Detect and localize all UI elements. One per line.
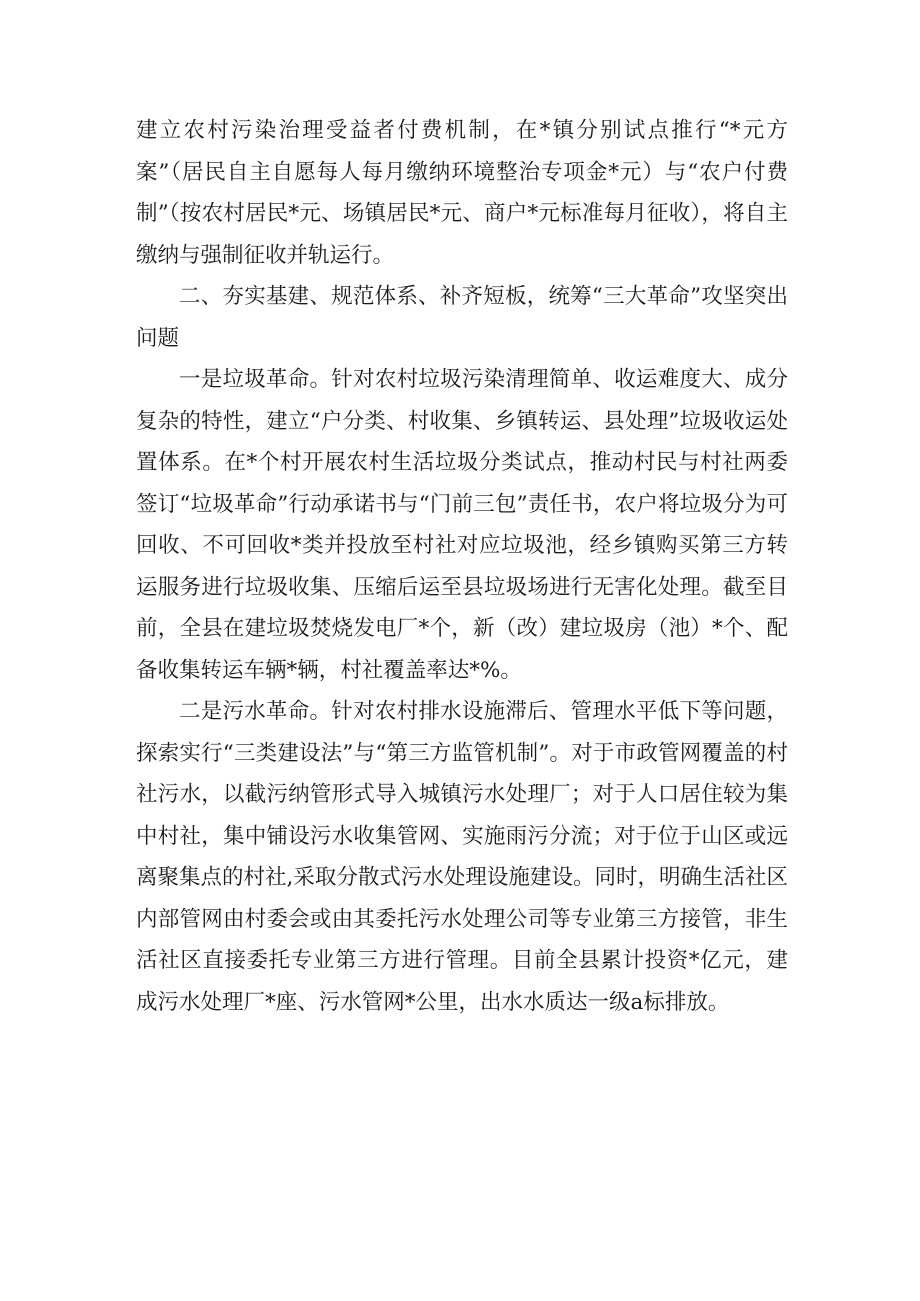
- garbage-revolution-paragraph: 一是垃圾革命。针对农村垃圾污染清理简单、收运难度大、成分复杂的特性，建立“户分类、村收集、乡镇转运、县处理”垃圾收运处置体系。在*个村开展农村生活垃圾分类试点，推动村民与村社两委签订“垃圾革命”行动承诺书与“门前三包”责任书，农户将垃圾分为可回收、不可回收*类并投放至村社对应垃圾池，经乡镇购买第三方转运服务进行垃圾收集、压缩后运至县垃圾场进行无害化处理。截至目前，全县在建垃圾焚烧发电厂*个，新（改）建垃圾房（池）*个、配备收集转运车辆*辆，村社覆盖率达*%。: [136, 367, 788, 683]
- continuation-paragraph: 建立农村污染治理受益者付费机制，在*镇分别试点推行“*元方案”（居民自主自愿每人每月缴纳环境整治专项金*元）与“农户付费制”（按农村居民*元、场镇居民*元、商户*元标准每月征收），将自主缴纳与强制征收并轨运行。: [136, 118, 788, 268]
- document-body: [136, 110, 788, 1023]
- section-heading: 二、夯实基建、规范体系、补齐短板，统筹“三大革命”攻坚突出问题: [136, 284, 788, 351]
- sewage-revolution-paragraph: 二是污水革命。针对农村排水设施滞后、管理水平低下等问题，探索实行“三类建设法”与“第三方监管机制”。对于市政管网覆盖的村社污水，以截污纳管形式导入城镇污水处理厂；对于人口居住较为集中村社，集中铺设污水收集管网、实施雨污分流；对于位于山区或远离聚集点的村社,采取分散式污水处理设施建设。同时，明确生活社区内部管网由村委会或由其委托污水处理公司等专业第三方接管，非生活社区直接委托专业第三方进行管理。目前全县累计投资*亿元，建成污水处理厂*座、污水管网*公里，出水水质达一级a标排放。: [136, 699, 788, 1015]
